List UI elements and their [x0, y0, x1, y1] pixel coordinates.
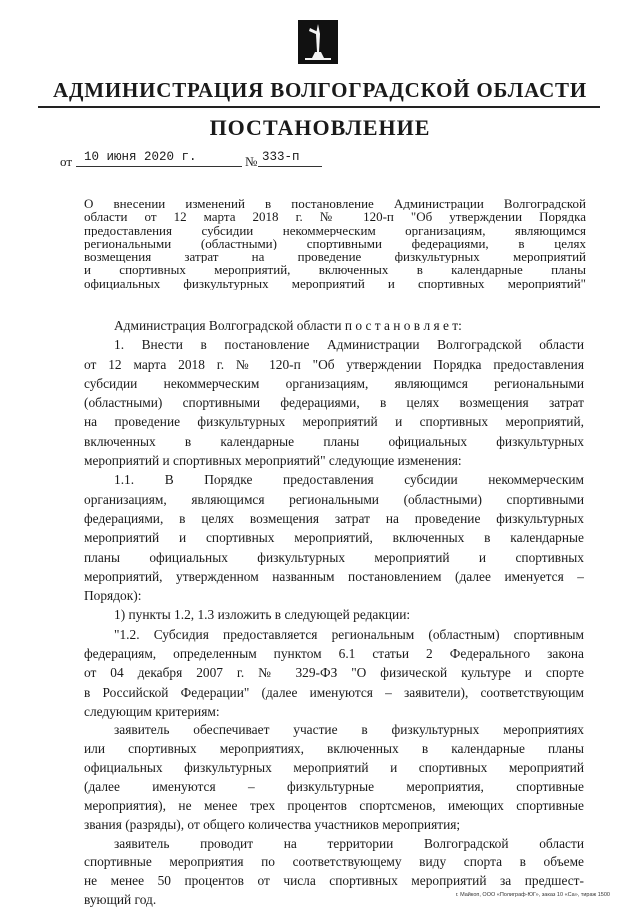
- body-line: не менее 50 процентов от числа спортивных мероприятий за предшест-: [84, 873, 584, 889]
- body-line: 1. Внести в постановление Администрации Волгоградской области: [114, 337, 584, 353]
- body-line: "1.2. Субсидия предоставляется региональным (областным) спортивным: [114, 626, 584, 642]
- body-line: мероприятий и спортивных мероприятий" следующие изменения:: [84, 453, 462, 469]
- body-line: Порядок):: [84, 588, 142, 604]
- body-line: на проведение физкультурных мероприятий и спортивных мероприятий,: [84, 414, 584, 430]
- body-line: от 04 декабря 2007 г. № 329-ФЗ "О физической культуре и спорте: [84, 665, 584, 681]
- organization-title: АДМИНИСТРАЦИЯ ВОЛГОГРАДСКОЙ ОБЛАСТИ: [53, 78, 587, 102]
- printer-imprint: г. Майкоп, ООО «Полиграф-ЮГ», заказ 10 «Са», тираж 1500: [455, 892, 610, 898]
- body-line: в Российской Федерации" (далее именуются – заявители), соответствующим: [84, 684, 584, 700]
- document-body: [84, 316, 584, 910]
- body-line: планы официальных физкультурных мероприятий и спортивных: [84, 549, 584, 565]
- document-type-heading: ПОСТАНОВЛЕНИЕ: [209, 115, 431, 140]
- subject-line: и спортивных мероприятий, включенных в календарные планы: [84, 263, 586, 277]
- body-line: от 12 марта 2018 г. № 120-п "Об утверждении Порядка предоставления: [84, 356, 584, 372]
- body-line: 1.1. В Порядке предоставления субсидии некоммерческим: [114, 472, 584, 488]
- document-subject: [84, 197, 586, 290]
- date-prefix-label: от: [60, 154, 73, 169]
- body-line: (областными) спортивными федерациями, в целях возмещения затрат: [84, 395, 584, 411]
- subject-line: возмещения затрат на проведение физкультурных мероприятий: [84, 250, 586, 264]
- coat-of-arms-emblem: [296, 18, 340, 66]
- body-line: заявитель проводит на территории Волгоградской области: [114, 835, 584, 851]
- body-line: звания (разряды), от общего количества участников мероприятия;: [84, 816, 461, 832]
- subject-line: официальных физкультурных мероприятий и спортивных мероприятий": [84, 276, 586, 291]
- body-line: субсидии некоммерческим организациям, являющимся региональными: [84, 375, 584, 391]
- body-line: мероприятий и спортивных мероприятий, включенных в календарные: [84, 530, 584, 546]
- body-line: следующим критериям:: [84, 703, 220, 719]
- subject-line: предоставления субсидии некоммерческим организациям, являющимся: [84, 223, 586, 237]
- document-number: 333-п: [262, 150, 300, 164]
- body-line: спортивные мероприятия по соответствующему виду спорта в объеме: [84, 854, 584, 870]
- number-prefix-label: №: [245, 154, 258, 169]
- header-divider: [38, 106, 600, 108]
- body-line: федерациям, определенным пунктом 6.1 статьи 2 Федерального закона: [84, 646, 584, 662]
- body-line: организациям, являющимся региональными (областными) спортивными: [84, 491, 584, 507]
- subject-line: региональными (областными) спортивными федерациями, в целях: [84, 236, 586, 251]
- date-underline: [76, 166, 242, 167]
- body-line: Администрация Волгоградской области п о с т а н о в л я е т:: [114, 318, 462, 333]
- number-underline: [258, 166, 322, 167]
- body-line: федерациями, в целях возмещения затрат на проведение физкультурных: [84, 510, 584, 526]
- body-line: вующий год.: [84, 892, 157, 908]
- body-line: заявитель обеспечивает участие в физкультурных мероприятиях: [114, 722, 584, 738]
- body-line: мероприятия), не менее трех процентов спортсменов, имеющих спортивные: [84, 797, 584, 813]
- document-date: 10 июня 2020 г.: [84, 150, 197, 164]
- body-line: 1) пункты 1.2, 1.3 изложить в следующей редакции:: [114, 607, 411, 623]
- date-number-row: [60, 150, 360, 172]
- subject-line: О внесении изменений в постановление Администрации Волгоградской: [84, 197, 586, 211]
- body-line: или спортивных мероприятиях, включенных в календарные планы: [84, 741, 584, 757]
- body-line: включенных в календарные планы официальных физкультурных: [84, 433, 584, 449]
- body-line: мероприятий, утвержденном названным постановлением (далее именуется –: [84, 568, 584, 584]
- body-line: (далее именуются – физкультурные мероприятия, спортивные: [84, 778, 584, 794]
- body-line: официальных физкультурных мероприятий и спортивных мероприятий: [84, 760, 584, 776]
- subject-line: области от 12 марта 2018 г. № 120-п "Об утверждении Порядка: [84, 210, 586, 224]
